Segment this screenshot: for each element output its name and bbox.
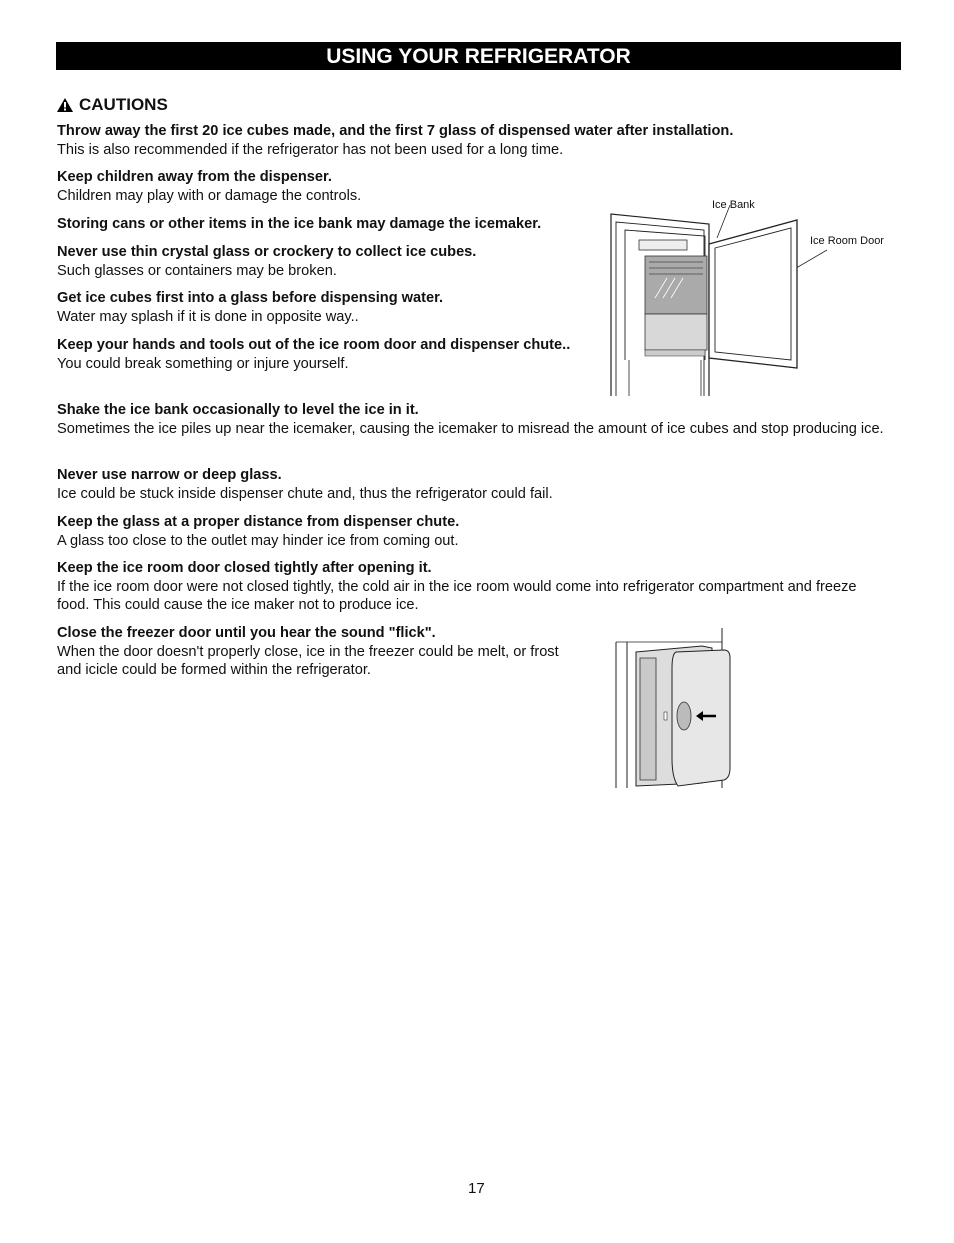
caution-item: [57, 215, 597, 234]
ice-room-door-label: Ice Room Door: [810, 235, 884, 247]
caution-item-title: Keep the glass at a proper distance from dispenser chute.: [57, 514, 460, 530]
caution-item: [57, 168, 577, 205]
caution-item: [57, 401, 887, 438]
caution-item-text: Water may splash if it is done in opposite way..: [57, 308, 359, 325]
caution-item-title: Storing cans or other items in the ice bank may damage the icemaker.: [57, 216, 542, 232]
caution-item-title: Never use thin crystal glass or crockery to collect ice cubes.: [57, 244, 477, 260]
cautions-heading-text: CAUTIONS: [79, 95, 168, 114]
page-title: USING YOUR REFRIGERATOR: [56, 42, 901, 70]
caution-item-title: Keep the ice room door closed tightly after opening it.: [57, 560, 432, 576]
ice-room-illustration: [605, 200, 905, 400]
caution-item-text: Ice could be stuck inside dispenser chute and, thus the refrigerator could fail.: [57, 485, 553, 502]
caution-item-title: Get ice cubes first into a glass before dispensing water.: [57, 290, 444, 306]
caution-item-title: Never use narrow or deep glass.: [57, 467, 282, 483]
caution-item-title: Keep your hands and tools out of the ice room door and dispenser chute..: [57, 337, 571, 353]
ice-bank-label: Ice Bank: [712, 199, 755, 211]
caution-item-text: Sometimes the ice piles up near the icemaker, causing the icemaker to misread the amount of ice cubes and stop producing ice.: [57, 420, 884, 437]
caution-item: [57, 559, 887, 615]
cautions-heading: [57, 95, 168, 115]
caution-item-title: Close the freezer door until you hear the sound "flick".: [57, 625, 436, 641]
caution-item: [57, 122, 887, 159]
caution-item-title: Keep children away from the dispenser.: [57, 169, 332, 185]
caution-item: [57, 624, 572, 680]
caution-item-title: Shake the ice bank occasionally to level the ice in it.: [57, 402, 419, 418]
page-number: 17: [468, 1180, 485, 1197]
caution-item-text: Such glasses or containers may be broken.: [57, 262, 337, 279]
freezer-door-illustration: [612, 628, 732, 790]
caution-item: [57, 513, 887, 550]
caution-item: [57, 243, 577, 280]
caution-item-text: This is also recommended if the refrigerator has not been used for a long time.: [57, 141, 564, 158]
caution-item-text: A glass too close to the outlet may hinder ice from coming out.: [57, 532, 459, 549]
caution-item-text: You could break something or injure yourself.: [57, 355, 349, 372]
warning-triangle-icon: [57, 98, 73, 112]
caution-item: [57, 289, 577, 326]
caution-item-text: If the ice room door were not closed tightly, the cold air in the ice room would come into refrigerator compartment and freeze food. This could cause the ice maker not to produce ice.: [57, 578, 857, 613]
caution-item: [57, 466, 887, 503]
caution-item-text: When the door doesn't properly close, ice in the freezer could be melt, or frost and icicle could be formed within the refrigerator.: [57, 643, 559, 678]
caution-item: [57, 336, 577, 373]
caution-item-title: Throw away the first 20 ice cubes made, and the first 7 glass of dispensed water after installation.: [57, 123, 734, 139]
caution-item-text: Children may play with or damage the controls.: [57, 187, 362, 204]
